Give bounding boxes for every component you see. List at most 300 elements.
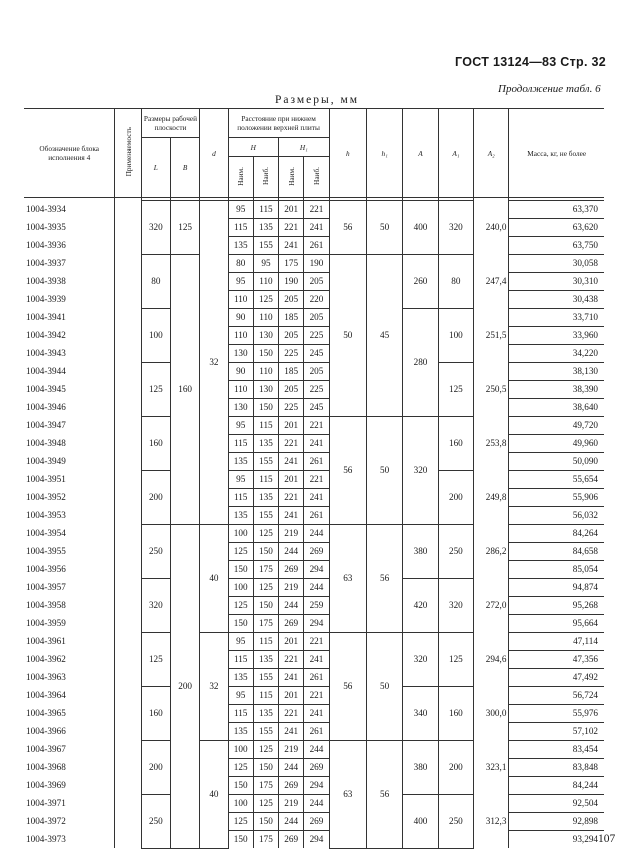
col-h1: h₁ — [366, 109, 402, 198]
designation-cell: 1004-3938 — [24, 273, 115, 291]
designation-cell: 1004-3934 — [24, 201, 115, 219]
table-row — [24, 363, 604, 381]
group-A2: 312,3 — [474, 795, 509, 849]
group-A: 260 — [403, 255, 438, 309]
cell-h1-max: 221 — [304, 687, 329, 705]
cell-h-min: 125 — [228, 813, 253, 831]
cell-h-min: 110 — [228, 327, 253, 345]
cell-h-min: 115 — [228, 651, 253, 669]
table-row — [24, 255, 604, 273]
table-row — [24, 507, 604, 525]
group-d: 32 — [200, 201, 228, 525]
group-L: 320 — [141, 201, 170, 255]
designation-cell: 1004-3943 — [24, 345, 115, 363]
cell-h-min: 95 — [228, 273, 253, 291]
cell-h1-max: 190 — [304, 255, 329, 273]
designation-cell: 1004-3964 — [24, 687, 115, 705]
cell-h-min: 135 — [228, 237, 253, 255]
col-A1: A₁ — [438, 109, 473, 198]
group-h: 56 — [329, 633, 366, 741]
applicability-cell — [115, 291, 141, 309]
table-row — [24, 597, 604, 615]
cell-h1-min: 221 — [279, 489, 304, 507]
cell-h-max: 115 — [253, 471, 278, 489]
cell-h1-max: 241 — [304, 651, 329, 669]
group-A: 320 — [403, 417, 438, 525]
cell-h1-max: 244 — [304, 525, 329, 543]
cell-h1-max: 241 — [304, 489, 329, 507]
cell-h1-min: 225 — [279, 345, 304, 363]
cell-h-max: 130 — [253, 327, 278, 345]
applicability-cell — [115, 525, 141, 543]
table-row — [24, 435, 604, 453]
cell-h-min: 135 — [228, 723, 253, 741]
designation-cell: 1004-3969 — [24, 777, 115, 795]
designation-cell: 1004-3936 — [24, 237, 115, 255]
col-working-surface: Размеры рабочей плоскости — [141, 109, 200, 138]
group-A2: 251,5 — [474, 309, 509, 363]
cell-h1-min: 244 — [279, 597, 304, 615]
designation-cell: 1004-3945 — [24, 381, 115, 399]
group-A: 320 — [403, 633, 438, 687]
designation-cell: 1004-3958 — [24, 597, 115, 615]
mass-cell: 63,620 — [509, 219, 604, 237]
cell-h-max: 110 — [253, 273, 278, 291]
mass-cell: 34,220 — [509, 345, 604, 363]
cell-h-min: 100 — [228, 795, 253, 813]
table-row — [24, 579, 604, 597]
designation-cell: 1004-3941 — [24, 309, 115, 327]
cell-h1-max: 261 — [304, 453, 329, 471]
mass-cell: 47,114 — [509, 633, 604, 651]
table-row — [24, 795, 604, 813]
designation-cell: 1004-3951 — [24, 471, 115, 489]
designation-cell: 1004-3957 — [24, 579, 115, 597]
mass-cell: 30,058 — [509, 255, 604, 273]
group-A1: 200 — [438, 471, 473, 525]
group-A1: 320 — [438, 201, 473, 255]
mass-cell: 84,264 — [509, 525, 604, 543]
table-row — [24, 633, 604, 651]
cell-h-min: 130 — [228, 399, 253, 417]
col-H-min: Наим. — [228, 157, 253, 198]
table-row — [24, 561, 604, 579]
cell-h1-max: 225 — [304, 327, 329, 345]
cell-h1-max: 221 — [304, 471, 329, 489]
applicability-cell — [115, 705, 141, 723]
applicability-cell — [115, 723, 141, 741]
designation-cell: 1004-3972 — [24, 813, 115, 831]
cell-h-max: 125 — [253, 795, 278, 813]
group-h1: 50 — [366, 633, 402, 741]
applicability-cell — [115, 651, 141, 669]
group-L: 200 — [141, 471, 170, 525]
standard-title: ГОСТ 13124—83 Стр. 32 — [455, 55, 607, 69]
designation-cell: 1004-3965 — [24, 705, 115, 723]
mass-cell: 38,130 — [509, 363, 604, 381]
mass-cell: 33,960 — [509, 327, 604, 345]
mass-cell: 92,504 — [509, 795, 604, 813]
cell-h1-max: 241 — [304, 705, 329, 723]
cell-h1-max: 205 — [304, 363, 329, 381]
group-h1: 45 — [366, 255, 402, 417]
group-L: 200 — [141, 741, 170, 795]
mass-cell: 47,492 — [509, 669, 604, 687]
col-mass: Масса, кг, не более — [527, 148, 587, 158]
mass-cell: 30,438 — [509, 291, 604, 309]
cell-h1-min: 269 — [279, 615, 304, 633]
group-d: 40 — [200, 741, 228, 849]
cell-h1-max: 294 — [304, 561, 329, 579]
cell-h-min: 150 — [228, 777, 253, 795]
applicability-cell — [115, 255, 141, 273]
group-A2: 240,0 — [474, 201, 509, 255]
designation-cell: 1004-3942 — [24, 327, 115, 345]
table-row — [24, 759, 604, 777]
mass-cell: 84,658 — [509, 543, 604, 561]
designation-cell: 1004-3963 — [24, 669, 115, 687]
table-row — [24, 489, 604, 507]
applicability-cell — [115, 273, 141, 291]
table-row — [24, 399, 604, 417]
group-h: 56 — [329, 201, 366, 255]
designation-cell: 1004-3949 — [24, 453, 115, 471]
cell-h-min: 110 — [228, 381, 253, 399]
table-row — [24, 219, 604, 237]
cell-h-max: 155 — [253, 723, 278, 741]
cell-h-max: 150 — [253, 345, 278, 363]
table-row — [24, 615, 604, 633]
group-A2: 250,5 — [474, 363, 509, 417]
cell-h1-max: 221 — [304, 417, 329, 435]
applicability-cell — [115, 543, 141, 561]
cell-h-max: 115 — [253, 687, 278, 705]
cell-h1-min: 244 — [279, 543, 304, 561]
cell-h1-min: 269 — [279, 777, 304, 795]
group-A2: 286,2 — [474, 525, 509, 579]
cell-h-max: 95 — [253, 255, 278, 273]
cell-h1-min: 201 — [279, 633, 304, 651]
cell-h-min: 95 — [228, 417, 253, 435]
mass-cell: 94,874 — [509, 579, 604, 597]
designation-cell: 1004-3968 — [24, 759, 115, 777]
cell-h1-max: 221 — [304, 201, 329, 219]
table-row — [24, 237, 604, 255]
cell-h-max: 125 — [253, 291, 278, 309]
cell-h1-max: 241 — [304, 219, 329, 237]
cell-h1-max: 205 — [304, 273, 329, 291]
group-A2: 300,0 — [474, 687, 509, 741]
cell-h-min: 95 — [228, 633, 253, 651]
mass-cell: 57,102 — [509, 723, 604, 741]
designation-cell: 1004-3967 — [24, 741, 115, 759]
mass-cell: 38,390 — [509, 381, 604, 399]
mass-cell: 95,664 — [509, 615, 604, 633]
cell-h1-max: 259 — [304, 597, 329, 615]
group-A: 400 — [403, 795, 438, 849]
designation-cell: 1004-3947 — [24, 417, 115, 435]
applicability-cell — [115, 345, 141, 363]
designation-cell: 1004-3956 — [24, 561, 115, 579]
designation-cell: 1004-3944 — [24, 363, 115, 381]
applicability-cell — [115, 561, 141, 579]
group-A: 280 — [403, 309, 438, 417]
cell-h1-min: 201 — [279, 201, 304, 219]
table-row — [24, 327, 604, 345]
table-row — [24, 813, 604, 831]
group-h: 63 — [329, 525, 366, 633]
mass-cell: 63,750 — [509, 237, 604, 255]
mass-cell: 92,898 — [509, 813, 604, 831]
applicability-cell — [115, 777, 141, 795]
mass-cell: 95,268 — [509, 597, 604, 615]
designation-cell: 1004-3959 — [24, 615, 115, 633]
cell-h-max: 110 — [253, 309, 278, 327]
designation-cell: 1004-3966 — [24, 723, 115, 741]
table-row — [24, 687, 604, 705]
applicability-cell — [115, 417, 141, 435]
applicability-cell — [115, 795, 141, 813]
cell-h-max: 155 — [253, 237, 278, 255]
group-h1: 56 — [366, 741, 402, 849]
applicability-cell — [115, 435, 141, 453]
cell-h-max: 110 — [253, 363, 278, 381]
group-A: 340 — [403, 687, 438, 741]
group-A1: 100 — [438, 309, 473, 363]
group-h: 50 — [329, 255, 366, 417]
table-continuation-note: Продолжение табл. 6 — [498, 83, 601, 95]
group-A2: 247,4 — [474, 255, 509, 309]
applicability-cell — [115, 399, 141, 417]
mass-cell: 83,848 — [509, 759, 604, 777]
cell-h1-min: 185 — [279, 363, 304, 381]
dimensions-table — [24, 108, 604, 849]
designation-cell: 1004-3973 — [24, 831, 115, 849]
group-A1: 200 — [438, 741, 473, 795]
cell-h-min: 115 — [228, 489, 253, 507]
cell-h1-max: 205 — [304, 309, 329, 327]
cell-h1-min: 219 — [279, 579, 304, 597]
cell-h-min: 115 — [228, 705, 253, 723]
cell-h-max: 150 — [253, 399, 278, 417]
table-row — [24, 543, 604, 561]
cell-h1-min: 219 — [279, 795, 304, 813]
cell-h1-min: 221 — [279, 651, 304, 669]
cell-h-min: 100 — [228, 579, 253, 597]
cell-h1-max: 244 — [304, 795, 329, 813]
group-A: 380 — [403, 741, 438, 795]
cell-h1-min: 201 — [279, 687, 304, 705]
cell-h1-max: 261 — [304, 723, 329, 741]
applicability-cell — [115, 831, 141, 849]
cell-h1-max: 245 — [304, 399, 329, 417]
designation-cell: 1004-3939 — [24, 291, 115, 309]
col-applicability: Применяемость — [115, 109, 141, 198]
applicability-cell — [115, 687, 141, 705]
col-H1-min: Наим. — [279, 157, 304, 198]
designation-cell: 1004-3953 — [24, 507, 115, 525]
applicability-cell — [115, 237, 141, 255]
group-A1: 125 — [438, 633, 473, 687]
applicability-cell — [115, 309, 141, 327]
cell-h-max: 175 — [253, 831, 278, 849]
cell-h-min: 100 — [228, 525, 253, 543]
cell-h-max: 135 — [253, 651, 278, 669]
mass-cell: 63,370 — [509, 201, 604, 219]
cell-h-max: 155 — [253, 453, 278, 471]
applicability-cell — [115, 633, 141, 651]
cell-h-max: 125 — [253, 741, 278, 759]
group-A: 380 — [403, 525, 438, 579]
mass-cell: 49,960 — [509, 435, 604, 453]
cell-h-min: 125 — [228, 759, 253, 777]
designation-cell: 1004-3937 — [24, 255, 115, 273]
group-h: 56 — [329, 417, 366, 525]
table-row — [24, 777, 604, 795]
mass-cell: 47,356 — [509, 651, 604, 669]
cell-h-min: 110 — [228, 291, 253, 309]
group-A2: 253,8 — [474, 417, 509, 471]
col-H1-max: Наиб. — [304, 157, 329, 198]
designation-cell: 1004-3954 — [24, 525, 115, 543]
cell-h-max: 150 — [253, 813, 278, 831]
cell-h1-max: 261 — [304, 507, 329, 525]
cell-h1-max: 261 — [304, 669, 329, 687]
cell-h1-min: 241 — [279, 237, 304, 255]
group-A2: 249,8 — [474, 471, 509, 525]
applicability-cell — [115, 741, 141, 759]
group-L: 250 — [141, 525, 170, 579]
applicability-cell — [115, 759, 141, 777]
cell-h-max: 175 — [253, 561, 278, 579]
table-row — [24, 309, 604, 327]
group-h1: 50 — [366, 201, 402, 255]
table-row — [24, 417, 604, 435]
cell-h1-max: 245 — [304, 345, 329, 363]
group-A1: 80 — [438, 255, 473, 309]
mass-cell: 83,454 — [509, 741, 604, 759]
table-row — [24, 381, 604, 399]
group-L: 100 — [141, 309, 170, 363]
group-L: 125 — [141, 363, 170, 417]
group-A1: 160 — [438, 687, 473, 741]
cell-h1-min: 201 — [279, 417, 304, 435]
mass-cell: 93,294 — [509, 831, 604, 849]
cell-h1-min: 241 — [279, 507, 304, 525]
mass-cell: 56,032 — [509, 507, 604, 525]
cell-h-max: 135 — [253, 489, 278, 507]
cell-h-min: 90 — [228, 363, 253, 381]
cell-h-min: 90 — [228, 309, 253, 327]
cell-h1-min: 205 — [279, 381, 304, 399]
group-B: 200 — [170, 525, 199, 849]
cell-h-max: 135 — [253, 435, 278, 453]
applicability-cell — [115, 669, 141, 687]
table-row — [24, 651, 604, 669]
cell-h-min: 95 — [228, 201, 253, 219]
table-row — [24, 831, 604, 849]
cell-h1-min: 221 — [279, 219, 304, 237]
table-row — [24, 453, 604, 471]
cell-h1-min: 185 — [279, 309, 304, 327]
group-A2: 294,6 — [474, 633, 509, 687]
designation-cell: 1004-3948 — [24, 435, 115, 453]
applicability-cell — [115, 381, 141, 399]
cell-h-max: 150 — [253, 759, 278, 777]
group-h: 63 — [329, 741, 366, 849]
applicability-cell — [115, 363, 141, 381]
cell-h-min: 80 — [228, 255, 253, 273]
cell-h-min: 135 — [228, 669, 253, 687]
table-row — [24, 723, 604, 741]
cell-h1-min: 221 — [279, 705, 304, 723]
cell-h-max: 175 — [253, 615, 278, 633]
designation-cell: 1004-3955 — [24, 543, 115, 561]
table-row — [24, 291, 604, 309]
cell-h-max: 150 — [253, 597, 278, 615]
col-A2: A₂ — [474, 109, 509, 198]
group-h1: 50 — [366, 417, 402, 525]
mass-cell: 33,710 — [509, 309, 604, 327]
cell-h1-max: 225 — [304, 381, 329, 399]
applicability-cell — [115, 471, 141, 489]
cell-h1-min: 269 — [279, 831, 304, 849]
designation-cell: 1004-3961 — [24, 633, 115, 651]
group-A: 400 — [403, 201, 438, 255]
mass-cell: 50,090 — [509, 453, 604, 471]
cell-h1-max: 244 — [304, 741, 329, 759]
col-B: B — [170, 138, 199, 198]
table-row — [24, 471, 604, 489]
mass-cell: 55,976 — [509, 705, 604, 723]
cell-h1-min: 219 — [279, 525, 304, 543]
cell-h1-max: 221 — [304, 633, 329, 651]
cell-h1-min: 244 — [279, 759, 304, 777]
applicability-cell — [115, 615, 141, 633]
cell-h1-min: 269 — [279, 561, 304, 579]
applicability-cell — [115, 507, 141, 525]
cell-h1-min: 205 — [279, 327, 304, 345]
cell-h1-min: 225 — [279, 399, 304, 417]
table-row — [24, 741, 604, 759]
group-L: 80 — [141, 255, 170, 309]
cell-h-max: 125 — [253, 579, 278, 597]
designation-cell: 1004-3971 — [24, 795, 115, 813]
group-B: 160 — [170, 255, 199, 525]
table-row — [24, 705, 604, 723]
cell-h-max: 155 — [253, 669, 278, 687]
cell-h-min: 115 — [228, 435, 253, 453]
col-H1: H₁ — [279, 138, 330, 157]
cell-h1-max: 269 — [304, 543, 329, 561]
cell-h-min: 150 — [228, 561, 253, 579]
mass-cell: 56,724 — [509, 687, 604, 705]
group-L: 250 — [141, 795, 170, 849]
cell-h-min: 150 — [228, 831, 253, 849]
cell-h-min: 95 — [228, 687, 253, 705]
designation-cell: 1004-3935 — [24, 219, 115, 237]
cell-h1-max: 269 — [304, 813, 329, 831]
group-d: 40 — [200, 525, 228, 633]
cell-h-max: 125 — [253, 525, 278, 543]
applicability-cell — [115, 813, 141, 831]
mass-cell: 55,654 — [509, 471, 604, 489]
cell-h1-max: 241 — [304, 435, 329, 453]
col-d: d — [200, 109, 228, 198]
cell-h1-min: 190 — [279, 273, 304, 291]
cell-h1-max: 269 — [304, 759, 329, 777]
table-row — [24, 201, 604, 219]
